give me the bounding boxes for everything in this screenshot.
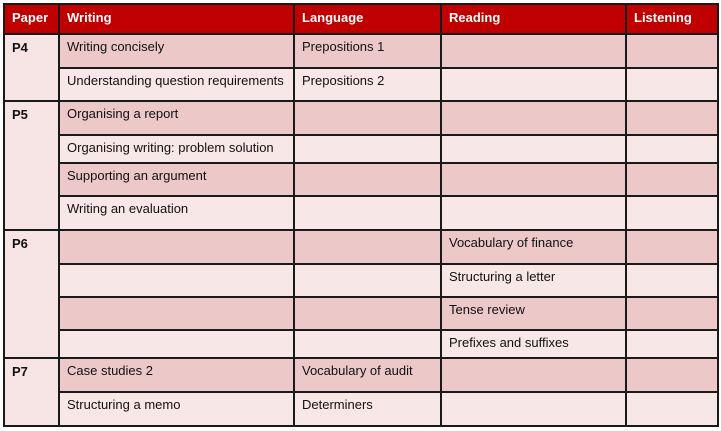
reading-cell: Tense review bbox=[441, 297, 626, 330]
writing-cell bbox=[59, 297, 294, 330]
writing-cell: Writing an evaluation bbox=[59, 196, 294, 230]
header-reading: Reading bbox=[441, 4, 626, 34]
table-row bbox=[4, 135, 718, 163]
writing-cell bbox=[59, 230, 294, 264]
reading-cell: Structuring a letter bbox=[441, 264, 626, 297]
table-row bbox=[4, 196, 718, 230]
language-cell bbox=[294, 264, 441, 297]
language-cell: Determiners bbox=[294, 392, 441, 426]
reading-cell bbox=[441, 101, 626, 135]
listening-cell bbox=[626, 330, 718, 358]
reading-cell bbox=[441, 34, 626, 68]
listening-cell bbox=[626, 297, 718, 330]
language-cell bbox=[294, 230, 441, 264]
table-row bbox=[4, 34, 718, 68]
language-cell: Prepositions 1 bbox=[294, 34, 441, 68]
paper-cell-p6: P6 bbox=[4, 230, 59, 358]
writing-cell: Organising a report bbox=[59, 101, 294, 135]
listening-cell bbox=[626, 163, 718, 196]
table-row bbox=[4, 101, 718, 135]
reading-cell: Prefixes and suffixes bbox=[441, 330, 626, 358]
table-row bbox=[4, 264, 718, 297]
listening-cell bbox=[626, 358, 718, 392]
reading-cell bbox=[441, 163, 626, 196]
listening-cell bbox=[626, 230, 718, 264]
writing-cell: Structuring a memo bbox=[59, 392, 294, 426]
header-listening: Listening bbox=[626, 4, 718, 34]
writing-cell bbox=[59, 264, 294, 297]
table-row bbox=[4, 330, 718, 358]
table-row bbox=[4, 297, 718, 330]
listening-cell bbox=[626, 392, 718, 426]
reading-cell bbox=[441, 196, 626, 230]
writing-cell: Case studies 2 bbox=[59, 358, 294, 392]
language-cell bbox=[294, 135, 441, 163]
syllabus-table bbox=[3, 3, 719, 427]
writing-cell bbox=[59, 330, 294, 358]
paper-cell-p5: P5 bbox=[4, 101, 59, 230]
language-cell: Prepositions 2 bbox=[294, 68, 441, 101]
listening-cell bbox=[626, 34, 718, 68]
header-writing: Writing bbox=[59, 4, 294, 34]
reading-cell bbox=[441, 135, 626, 163]
table-row bbox=[4, 68, 718, 101]
table-row bbox=[4, 163, 718, 196]
language-cell bbox=[294, 101, 441, 135]
table-row bbox=[4, 230, 718, 264]
paper-cell-p4: P4 bbox=[4, 34, 59, 101]
language-cell bbox=[294, 196, 441, 230]
table-row bbox=[4, 358, 718, 392]
language-cell bbox=[294, 163, 441, 196]
language-cell bbox=[294, 330, 441, 358]
header-language: Language bbox=[294, 4, 441, 34]
reading-cell bbox=[441, 392, 626, 426]
header-row bbox=[4, 4, 718, 34]
reading-cell bbox=[441, 68, 626, 101]
listening-cell bbox=[626, 196, 718, 230]
reading-cell: Vocabulary of finance bbox=[441, 230, 626, 264]
listening-cell bbox=[626, 135, 718, 163]
language-cell: Vocabulary of audit bbox=[294, 358, 441, 392]
writing-cell: Understanding question requirements bbox=[59, 68, 294, 101]
table-row bbox=[4, 392, 718, 426]
language-cell bbox=[294, 297, 441, 330]
writing-cell: Supporting an argument bbox=[59, 163, 294, 196]
listening-cell bbox=[626, 264, 718, 297]
listening-cell bbox=[626, 101, 718, 135]
writing-cell: Organising writing: problem solution bbox=[59, 135, 294, 163]
paper-cell-p7: P7 bbox=[4, 358, 59, 426]
listening-cell bbox=[626, 68, 718, 101]
header-paper: Paper bbox=[4, 4, 59, 34]
reading-cell bbox=[441, 358, 626, 392]
writing-cell: Writing concisely bbox=[59, 34, 294, 68]
